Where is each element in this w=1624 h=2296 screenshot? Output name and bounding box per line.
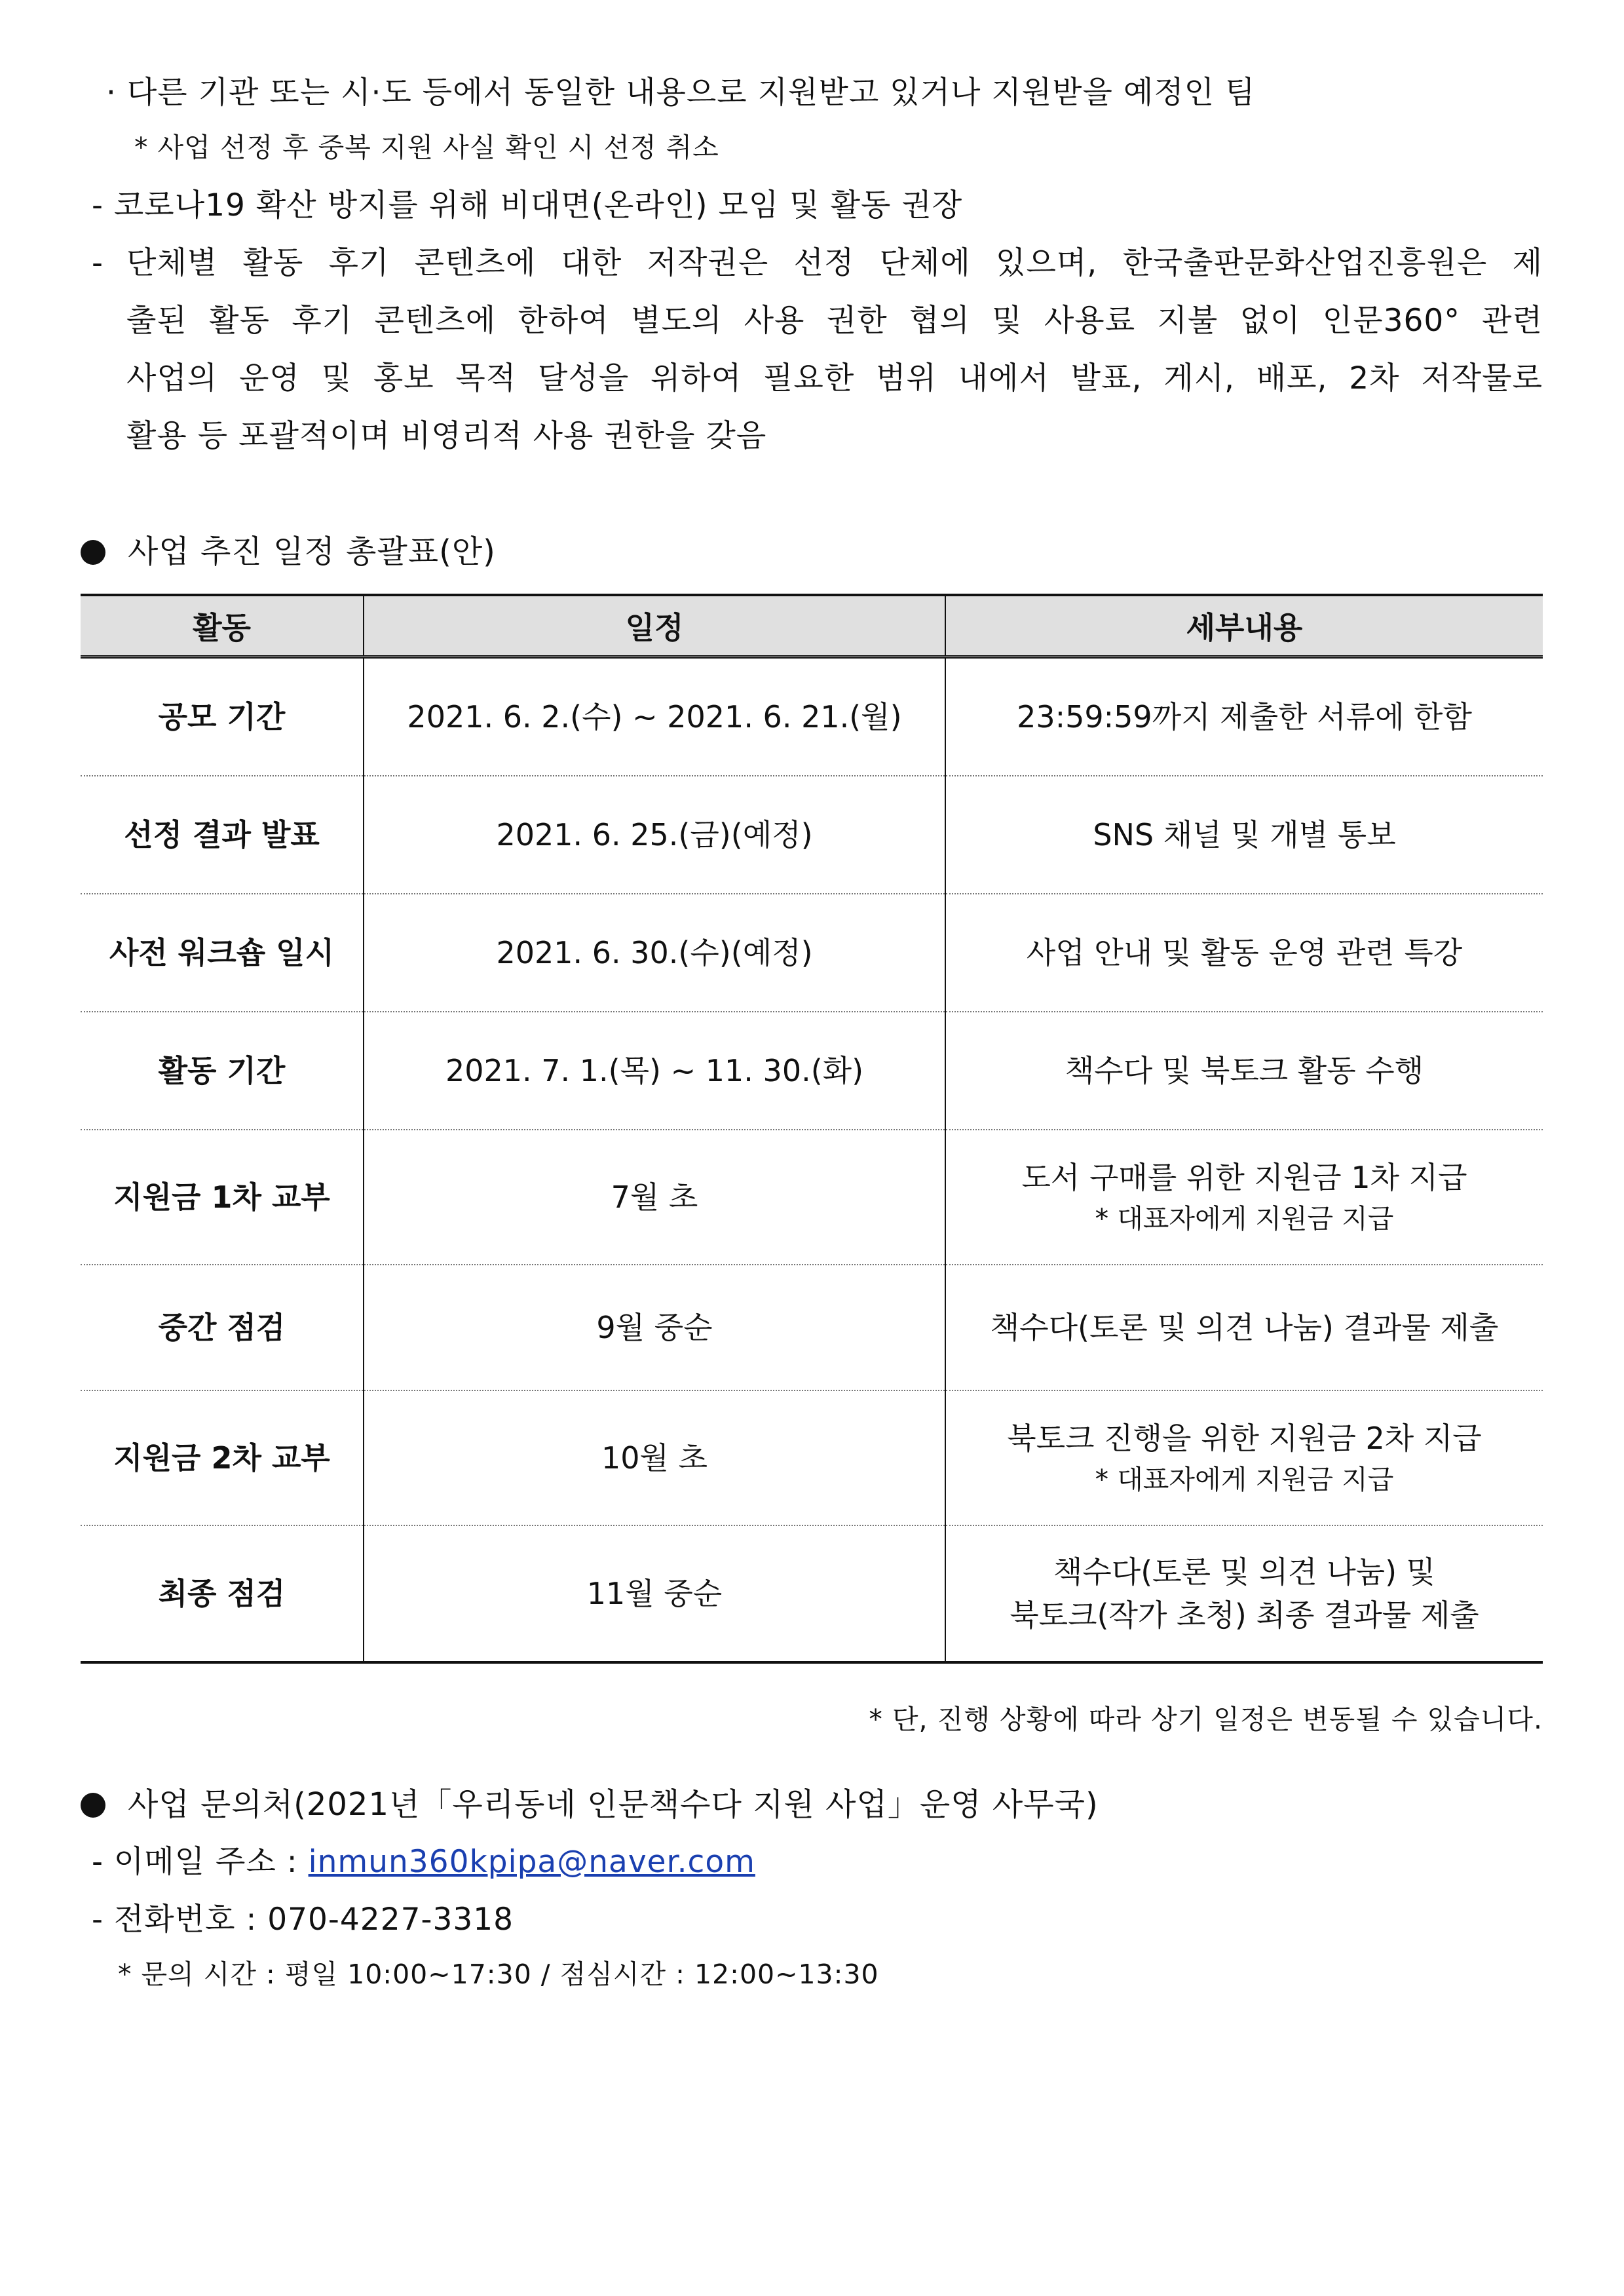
online-meeting-item: - 코로나19 확산 방지를 위해 비대면(온라인) 모임 및 활동 권장 [92,187,963,223]
table-row [81,894,1543,1012]
row-date: 2021. 6. 30.(수)(예정) [364,894,945,1012]
row-activity: 활동 기간 [81,1012,364,1130]
row-date: 7월 초 [364,1130,945,1265]
eligibility-exclusion-item: · 다른 기관 또는 시·도 등에서 동일한 내용으로 지원받고 있거나 지원받을 예정인 팀 [106,75,1256,111]
row-date: 10월 초 [364,1390,945,1525]
header-date: 일정 [364,595,945,657]
row-activity: 공모 기간 [158,699,286,735]
copyright-item-line-2: 출된 활동 후기 콘텐츠에 한하여 별도의 사용 권한 협의 및 사용료 지불 없이 인문360° 관련 [126,303,1543,339]
row-activity: 선정 결과 발표 [81,776,364,894]
schedule-footnote: * 단, 진행 상황에 따라 상기 일정은 변동될 수 있습니다. [869,1704,1543,1735]
contact-heading [81,1785,1099,1824]
eligibility-exclusion-note: * 사업 선정 후 중복 지원 사실 확인 시 선정 취소 [134,132,719,163]
table-row [81,1265,1543,1390]
contact-email-line [92,1843,755,1882]
row-date: 2021. 6. 2.(수) ~ 2021. 6. 21.(월) [364,657,945,776]
row-activity: 사전 워크숍 일시 [81,894,364,1012]
row-activity: 지원금 1차 교부 [81,1130,364,1265]
row-detail-cell [945,1390,1543,1525]
row-detail: 23:59:59까지 제출한 서류에 한함 [945,657,1543,776]
table-row [81,657,1543,776]
row-detail: 책수다 및 북토크 활동 수행 [945,1012,1543,1130]
table-row [81,1525,1543,1662]
header-activity: 활동 [81,595,364,657]
row-detail: 북토크 진행을 위한 지원금 2차 지급 [1007,1421,1482,1456]
copyright-item-line-3: 사업의 운영 및 홍보 목적 달성을 위하여 필요한 범위 내에서 발표, 게시, 배포, 2차 저작물로 [126,360,1543,396]
row-date: 11월 중순 [364,1525,945,1662]
table-row [81,1012,1543,1130]
row-detail-cell [945,1525,1543,1662]
copyright-item-dash: - [92,245,104,281]
table-row [81,1130,1543,1265]
row-activity: 중간 점검 [81,1265,364,1390]
copyright-item-line-4: 활용 등 포괄적이며 비영리적 사용 권한을 갖음 [126,418,767,454]
schedule-heading-text: 사업 추진 일정 총괄표(안) [128,533,496,570]
row-activity: 최종 점검 [81,1525,364,1662]
row-detail: 책수다(토론 및 의견 나눔) 및 [1053,1554,1436,1590]
table-row [81,776,1543,894]
table-row [81,1390,1543,1525]
row-detail: 책수다(토론 및 의견 나눔) 결과물 제출 [945,1265,1543,1390]
bullet-icon [81,540,105,565]
row-detail-note: * 대표자에게 지원금 지급 [1095,1203,1394,1234]
row-activity: 지원금 2차 교부 [81,1390,364,1525]
contact-hours: * 문의 시간 : 평일 10:00~17:30 / 점심시간 : 12:00~13:30 [118,1959,879,1990]
row-detail-note: * 대표자에게 지원금 지급 [1095,1464,1394,1495]
contact-phone: - 전화번호 : 070-4227-3318 [92,1902,514,1938]
contact-heading-text: 사업 문의처(2021년「우리동네 인문책수다 지원 사업」운영 사무국) [128,1786,1099,1823]
table-header-row [81,595,1543,657]
row-detail-cell [945,1130,1543,1265]
email-link[interactable]: inmun360kpipa@naver.com [308,1844,755,1880]
row-date: 2021. 7. 1.(목) ~ 11. 30.(화) [364,1012,945,1130]
schedule-heading [81,532,496,571]
row-date: 2021. 6. 25.(금)(예정) [364,776,945,894]
bullet-icon [81,1793,105,1818]
row-detail: 사업 안내 및 활동 운영 관련 특강 [945,894,1543,1012]
email-label: - 이메일 주소 : [92,1844,309,1880]
row-date: 9월 중순 [364,1265,945,1390]
header-detail: 세부내용 [945,595,1543,657]
row-detail-line-2: 북토크(작가 초청) 최종 결과물 제출 [1010,1598,1479,1633]
row-detail: SNS 채널 및 개별 통보 [945,776,1543,894]
row-detail: 도서 구매를 위한 지원금 1차 지급 [1021,1160,1467,1195]
copyright-item-line-1: 단체별 활동 후기 콘텐츠에 대한 저작권은 선정 단체에 있으며, 한국출판문화산업진흥원은 제 [126,245,1543,281]
schedule-table [81,594,1543,1664]
